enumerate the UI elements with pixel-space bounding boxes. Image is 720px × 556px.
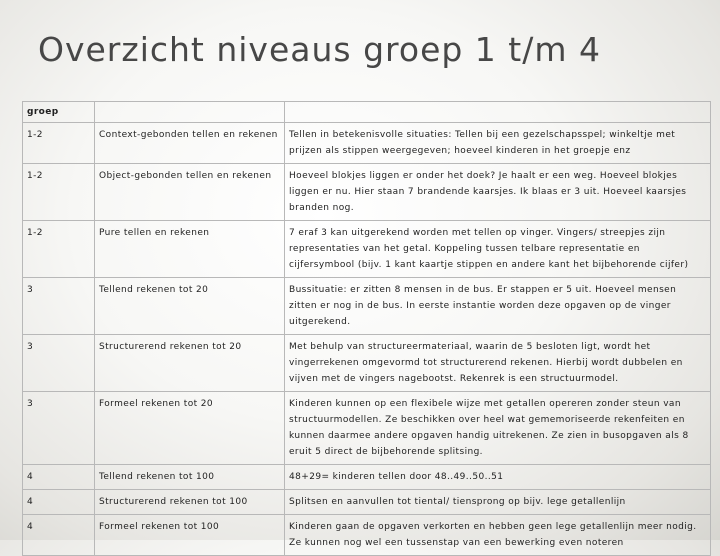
levels-table-container [22, 101, 710, 556]
table-row [23, 515, 711, 556]
page-title: Overzicht niveaus groep 1 t/m 4 [38, 30, 601, 69]
cell-niveau: Tellend rekenen tot 100 [95, 465, 285, 490]
cell-groep: 3 [23, 278, 95, 335]
table-row [23, 490, 711, 515]
cell-niveau: Object-gebonden tellen en rekenen [95, 164, 285, 221]
table-row [23, 123, 711, 164]
cell-niveau: Context-gebonden tellen en rekenen [95, 123, 285, 164]
cell-beschrijving: 48+29= kinderen tellen door 48..49..50..51 [285, 465, 711, 490]
cell-beschrijving: Kinderen kunnen op een flexibele wijze met getallen opereren zonder steun van structuurmodellen. Ze beschikken over heel wat gememoriseerde rekenfeiten en kunnen daarmee andere opgaven handig uitrekenen. Ze zien in busopgaven als 8 eruit 5 direct de bijbehorende splitsing. [285, 392, 711, 465]
cell-groep: 1-2 [23, 164, 95, 221]
cell-groep: 1-2 [23, 221, 95, 278]
cell-groep: 4 [23, 465, 95, 490]
cell-beschrijving: Hoeveel blokjes liggen er onder het doek? Je haalt er een weg. Hoeveel blokjes liggen er nu. Hier staan 7 brandende kaarsjes. Ik blaas er 3 uit. Hoeveel kaarsjes branden nog. [285, 164, 711, 221]
table-row [23, 221, 711, 278]
header-niveau [95, 102, 285, 123]
cell-beschrijving: Tellen in betekenisvolle situaties: Tellen bij een gezelschapsspel; winkeltje met prijzen als stippen weergegeven; hoeveel kinderen in het groepje enz [285, 123, 711, 164]
table-row [23, 392, 711, 465]
table-header-row [23, 102, 711, 123]
cell-groep: 4 [23, 490, 95, 515]
header-beschrijving [285, 102, 711, 123]
cell-beschrijving: Met behulp van structureermateriaal, waarin de 5 besloten ligt, wordt het vingerrekenen omgevormd tot structurerend rekenen. Hierbij wordt dubbelen en vijven met de vingers nagebootst. Rekenrek is een structuurmodel. [285, 335, 711, 392]
cell-beschrijving: Splitsen en aanvullen tot tiental/ tiensprong op bijv. lege getallenlijn [285, 490, 711, 515]
table-row [23, 164, 711, 221]
cell-niveau: Structurerend rekenen tot 20 [95, 335, 285, 392]
cell-groep: 1-2 [23, 123, 95, 164]
header-groep: groep [23, 102, 95, 123]
cell-groep: 4 [23, 515, 95, 556]
table-row [23, 465, 711, 490]
table-row [23, 335, 711, 392]
cell-beschrijving: 7 eraf 3 kan uitgerekend worden met tellen op vinger. Vingers/ streepjes zijn representaties van het getal. Koppeling tussen telbare representatie en cijfersymbool (bijv. 1 kant kaartje stippen en andere kant het bijbehorende cijfer) [285, 221, 711, 278]
cell-niveau: Formeel rekenen tot 20 [95, 392, 285, 465]
levels-table [22, 101, 711, 556]
cell-niveau: Pure tellen en rekenen [95, 221, 285, 278]
table-row [23, 278, 711, 335]
cell-niveau: Structurerend rekenen tot 100 [95, 490, 285, 515]
cell-groep: 3 [23, 392, 95, 465]
cell-beschrijving: Kinderen gaan de opgaven verkorten en hebben geen lege getallenlijn meer nodig. Ze kunnen nog wel een tussenstap van een bewerking even noteren [285, 515, 711, 556]
cell-niveau: Formeel rekenen tot 100 [95, 515, 285, 556]
cell-beschrijving: Bussituatie: er zitten 8 mensen in de bus. Er stappen er 5 uit. Hoeveel mensen zitten er nog in de bus. In eerste instantie worden deze opgaven op de vinger uitgerekend. [285, 278, 711, 335]
cell-niveau: Tellend rekenen tot 20 [95, 278, 285, 335]
cell-groep: 3 [23, 335, 95, 392]
